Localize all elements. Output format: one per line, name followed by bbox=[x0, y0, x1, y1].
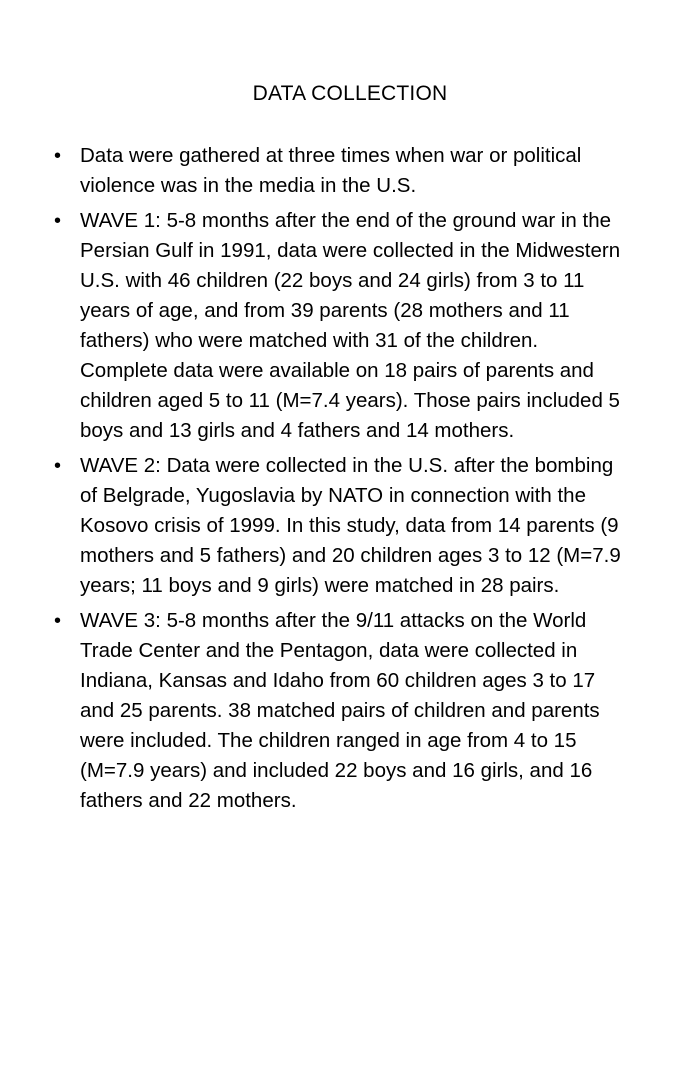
bullet-dot-icon: • bbox=[54, 610, 62, 632]
bullet-item-wave-1 bbox=[50, 206, 630, 446]
bullet-item-wave-2 bbox=[50, 451, 630, 601]
bullet-dot-icon: • bbox=[54, 145, 62, 167]
bullet-text: WAVE 1: 5-8 months after the end of the ground war in the Persian Gulf in 1991, data were collected in the Midwestern U.S. with 46 children (22 boys and 24 girls) from 3 to 11 years of age, and from 39 parents (28 mothers and 11 fathers) who were matched with 31 of the children. Complete data were available on 18 pairs of parents and children aged 5 to 11 (M=7.4 years). Those pairs included 5 boys and 13 girls and 4 fathers and 14 mothers. bbox=[80, 209, 621, 442]
bullet-list bbox=[50, 141, 630, 821]
bullet-dot-icon: • bbox=[54, 210, 62, 232]
bullet-item-data-gathered bbox=[50, 141, 630, 201]
bullet-text: Data were gathered at three times when war or political violence was in the media in the U.S. bbox=[80, 144, 582, 197]
page-title: DATA COLLECTION bbox=[252, 82, 448, 105]
bullet-item-wave-3 bbox=[50, 606, 630, 816]
bullet-dot-icon: • bbox=[54, 455, 62, 477]
bullet-text: WAVE 2: Data were collected in the U.S. after the bombing of Belgrade, Yugoslavia by NATO in connection with the Kosovo crisis of 1999. In this study, data from 14 parents (9 mothers and 5 fathers) and 20 children ages 3 to 12 (M=7.9 years; 11 boys and 9 girls) were matched in 28 pairs. bbox=[80, 454, 621, 597]
bullet-text: WAVE 3: 5-8 months after the 9/11 attacks on the World Trade Center and the Pentagon, data were collected in Indiana, Kansas and Idaho from 60 children ages 3 to 17 and 25 parents. 38 matched pairs of children and parents were included. The children ranged in age from 4 to 15 (M=7.9 years) and included 22 boys and 16 girls, and 16 fathers and 22 mothers. bbox=[80, 609, 600, 812]
